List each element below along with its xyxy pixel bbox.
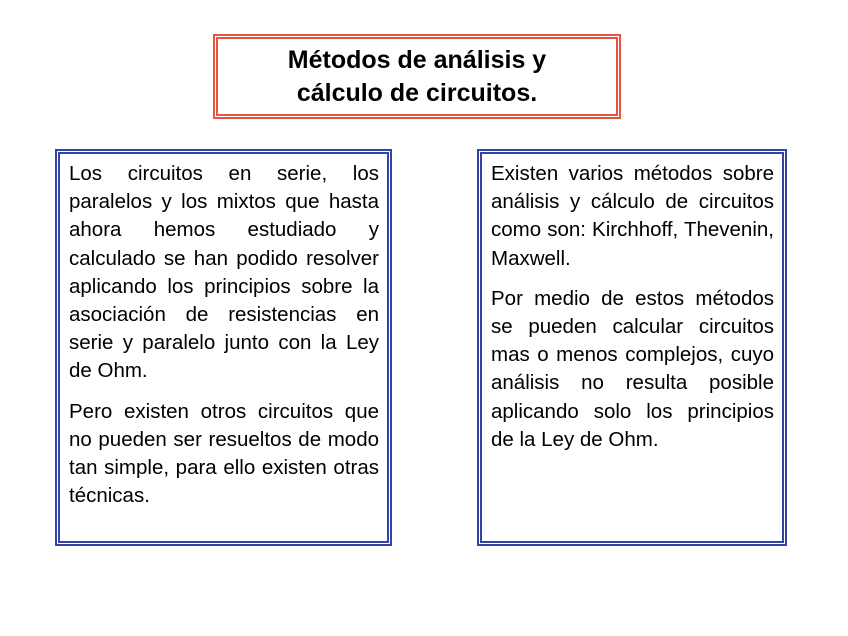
right-text-box (477, 149, 787, 546)
right-paragraph-2: Por medio de estos métodos se pueden calcular circuitos mas o menos complejos, cuyo análisis no resulta posible aplicando solo los principios de la Ley de Ohm. (491, 286, 774, 451)
left-text-box (55, 149, 392, 546)
left-paragraph-1: Los circuitos en serie, los paralelos y los mixtos que hasta ahora hemos estudiado y calculado se han podido resolver aplicando los principios sobre la asociación de resistencias en serie y paralelo junto con la Ley de Ohm. (69, 162, 379, 383)
left-paragraph-2: Pero existen otros circuitos que no pueden ser resueltos de modo tan simple, para ello existen otras técnicas. (69, 399, 379, 508)
title-line-1: Métodos de análisis y (287, 45, 547, 74)
title-line-2: cálculo de circuitos. (296, 78, 538, 107)
right-paragraph-1: Existen varios métodos sobre análisis y cálculo de circuitos como son: Kirchhoff, Thevenin, Maxwell. (491, 162, 774, 270)
title-box (213, 34, 621, 119)
